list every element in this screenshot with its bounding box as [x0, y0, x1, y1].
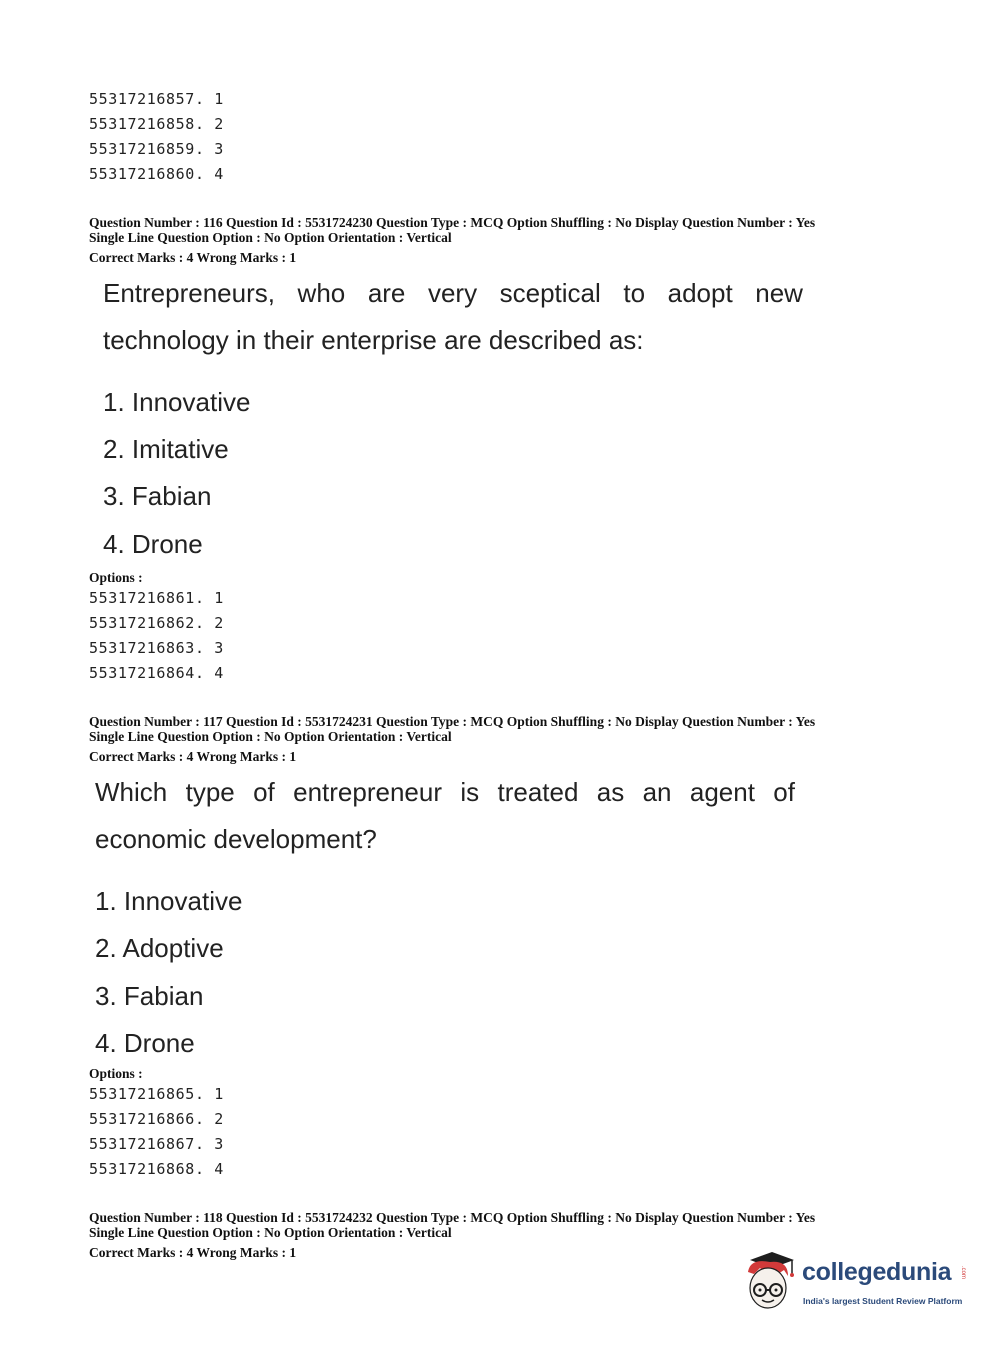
question-text-line: technology in their enterprise are described as: — [103, 325, 644, 355]
question-marks: Correct Marks : 4 Wrong Marks : 1 — [89, 749, 297, 764]
question-word: very — [427, 278, 478, 308]
options-label: Options : — [89, 1066, 143, 1081]
question-meta-line: Question Number : 117 Question Id : 5531724231 Question Type : MCQ Option Shuffling : No Display Question Number : Yes — [89, 714, 816, 729]
question-word: new — [755, 278, 803, 308]
question-meta-line: Single Line Question Option : No Option Orientation : Vertical — [89, 230, 452, 245]
question-word: of — [773, 777, 795, 807]
question-word: as — [596, 777, 625, 807]
collegedunia-logo — [740, 1250, 970, 1320]
answer-choice: 3. Fabian — [95, 981, 204, 1011]
answer-choice: 2. Imitative — [103, 434, 229, 464]
question-marks: Correct Marks : 4 Wrong Marks : 1 — [89, 1245, 297, 1260]
options-label: Options : — [89, 570, 143, 585]
question-meta-line: Single Line Question Option : No Option Orientation : Vertical — [89, 1225, 452, 1240]
question-text-line — [95, 777, 795, 808]
option-id-line: 55317216868. 4 — [89, 1160, 224, 1178]
question-word: of — [253, 777, 275, 807]
question-word: agent — [689, 777, 755, 807]
option-id-line: 55317216861. 1 — [89, 589, 224, 607]
question-word: Entrepreneurs, — [103, 278, 275, 308]
question-meta-line: Single Line Question Option : No Option Orientation : Vertical — [89, 729, 452, 744]
logo-tld: .com — [960, 1266, 966, 1280]
option-id-line: 55317216859. 3 — [89, 140, 224, 158]
question-word: sceptical — [499, 278, 601, 308]
answer-choice: 4. Drone — [95, 1028, 195, 1058]
question-text-line: economic development? — [95, 824, 377, 854]
question-text-line — [103, 278, 803, 309]
option-id-line: 55317216857. 1 — [89, 90, 224, 108]
question-word: type — [185, 777, 235, 807]
answer-choice: 2. Adoptive — [95, 933, 224, 963]
answer-choice: 1. Innovative — [103, 387, 251, 417]
option-id-line: 55317216866. 2 — [89, 1110, 224, 1128]
option-id-line: 55317216862. 2 — [89, 614, 224, 632]
question-word: Which — [95, 777, 168, 807]
mascot-icon — [740, 1250, 800, 1318]
question-meta-line: Question Number : 116 Question Id : 5531724230 Question Type : MCQ Option Shuffling : No Display Question Number : Yes — [89, 215, 816, 230]
question-word: treated — [497, 777, 579, 807]
answer-choice: 4. Drone — [103, 529, 203, 559]
option-id-line: 55317216865. 1 — [89, 1085, 224, 1103]
option-id-line: 55317216864. 4 — [89, 664, 224, 682]
option-id-line: 55317216858. 2 — [89, 115, 224, 133]
question-word: are — [367, 278, 406, 308]
question-word: an — [642, 777, 672, 807]
option-id-line: 55317216863. 3 — [89, 639, 224, 657]
question-word: entrepreneur — [293, 777, 443, 807]
option-id-line: 55317216860. 4 — [89, 165, 224, 183]
answer-choice: 3. Fabian — [103, 481, 212, 511]
question-word: adopt — [667, 278, 733, 308]
question-word: to — [623, 278, 646, 308]
question-word: is — [460, 777, 480, 807]
logo-tagline: India's largest Student Review Platform — [803, 1296, 963, 1306]
option-id-line: 55317216867. 3 — [89, 1135, 224, 1153]
logo-wordmark: collegedunia — [802, 1258, 952, 1286]
answer-choice: 1. Innovative — [95, 886, 243, 916]
question-marks: Correct Marks : 4 Wrong Marks : 1 — [89, 250, 297, 265]
question-word: who — [297, 278, 346, 308]
question-meta-line: Question Number : 118 Question Id : 5531724232 Question Type : MCQ Option Shuffling : No Display Question Number : Yes — [89, 1210, 816, 1225]
